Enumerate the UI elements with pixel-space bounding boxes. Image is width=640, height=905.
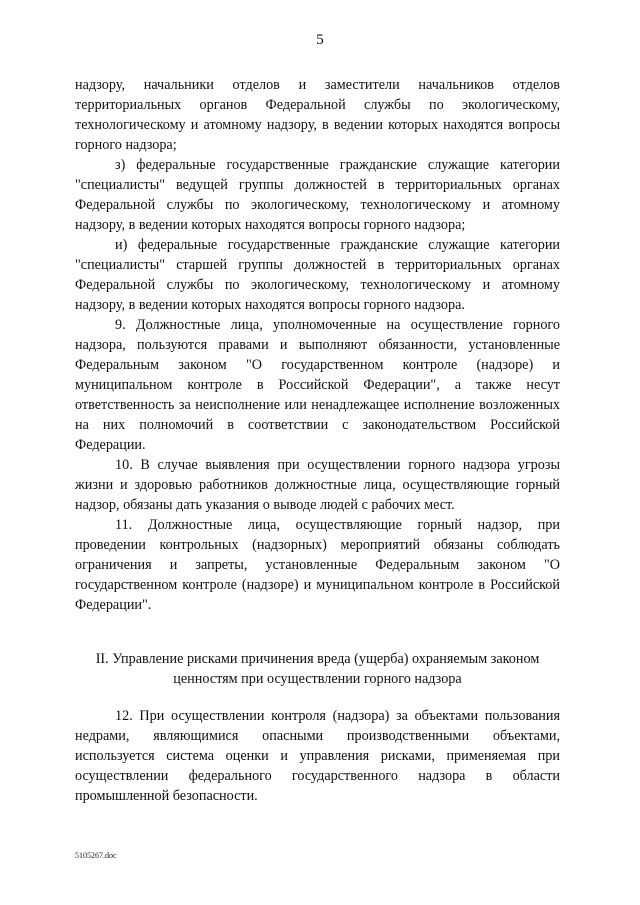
paragraph-12: 12. При осуществлении контроля (надзора) за объектами пользования недрами, являющимися опасными производственными объектами, используется система оценки и управления рисками, применяемая при осуществлении федерального государственного надзора в области промышленной безопасности. (75, 708, 560, 804)
paragraph-11: 11. Должностные лица, осуществляющие горный надзор, при проведении контрольных (надзорных) мероприятий обязаны соблюдать ограничения и запреты, установленные Федеральным законом "О государственном контроле (надзоре) и муниципальном контроле в Российской Федерации". (75, 517, 560, 613)
paragraph-10: 10. В случае выявления при осуществлении горного надзора угрозы жизни и здоровью работников должностные лица, осуществляющие горный надзор, обязаны дать указания о выводе людей с рабочих мест. (75, 457, 560, 513)
section-2-body (75, 706, 560, 806)
document-code: 5105267.doc (75, 851, 117, 860)
section-heading-line-1: II. Управление рисками причинения вреда (ущерба) охраняемым законом (95, 651, 540, 667)
section-heading-line-2: ценностям при осуществлении горного надзора (173, 671, 462, 687)
paragraph-item-i: и) федеральные государственные гражданские служащие категории "специалисты" старшей группы должностей в территориальных органах Федеральной службы по экологическому, технологическому и атомному надзору, в ведении которых находятся вопросы горного надзора. (75, 237, 560, 313)
paragraph-9: 9. Должностные лица, уполномоченные на осуществление горного надзора, пользуются правами и выполняют обязанности, установленные Федеральным законом "О государственном контроле (надзоре) и муниципальном контроле в Российской Федерации", а также несут ответственность за неисполнение или ненадлежащее исполнение возложенных на них полномочий в соответствии с законодательством Российской Федерации. (75, 317, 560, 453)
page-number: 5 (316, 32, 324, 48)
section-heading (75, 649, 560, 689)
document-body (75, 75, 560, 615)
paragraph-item-z: з) федеральные государственные гражданские служащие категории "специалисты" ведущей группы должностей в территориальных органах Федеральной службы по экологическому, технологическому и атомному надзору, в ведении которых находятся вопросы горного надзора; (75, 157, 560, 233)
paragraph-continuation: надзору, начальники отделов и заместители начальников отделов территориальных органов Федеральной службы по экологическому, технологическому и атомному надзору, в ведении которых находятся вопросы горного надзора; (75, 77, 560, 153)
